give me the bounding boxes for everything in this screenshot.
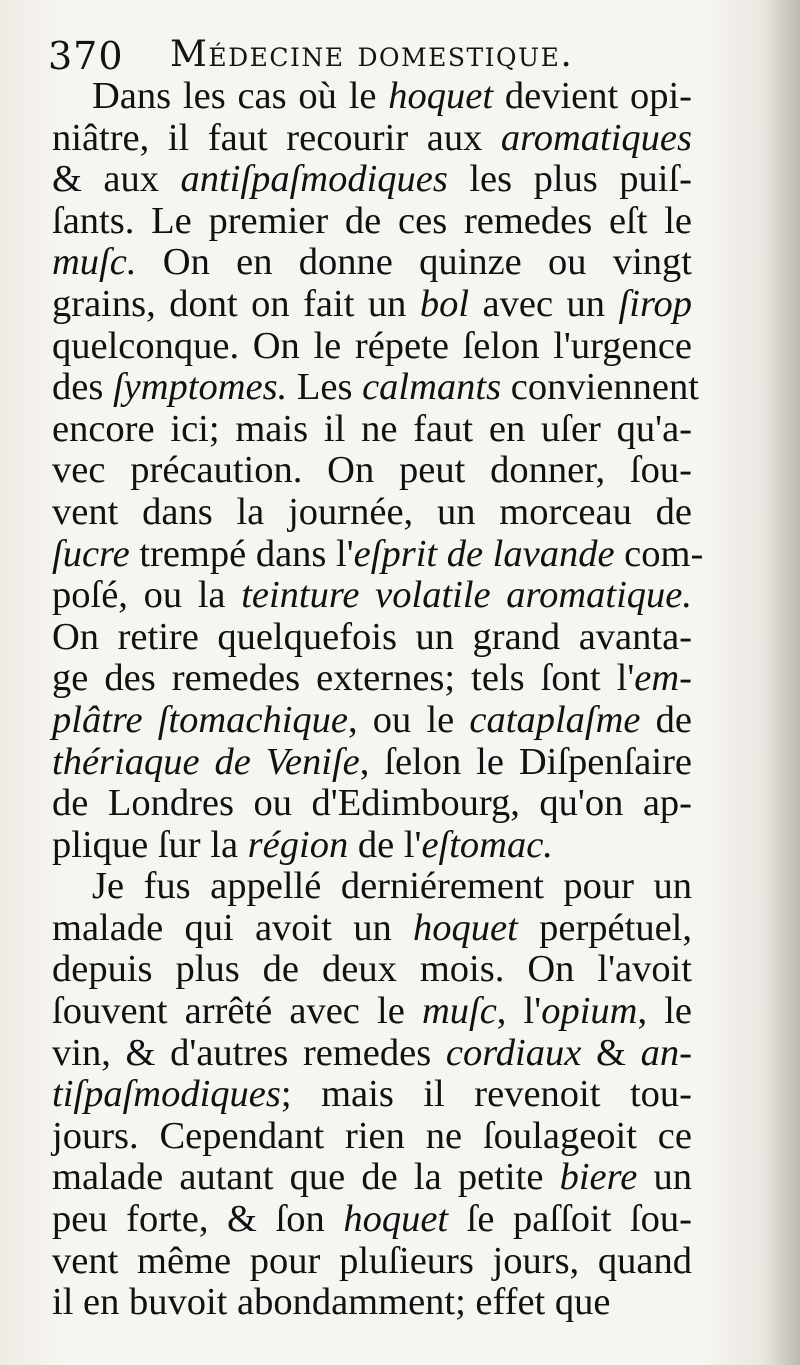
text-run: vec précaution. On peut donner, ſou- — [52, 449, 692, 492]
text-run: des — [52, 366, 113, 409]
text-run: jours. Cependant rien ne ſoulageoit ce — [52, 1114, 692, 1157]
italic-term: eſtomac. — [421, 823, 553, 866]
text-line — [52, 908, 692, 950]
text-line — [52, 1033, 692, 1075]
italic-term: thériaque de Veniſe — [52, 740, 360, 783]
text-run: de Londres ou d'Edimbourg, qu'on ap- — [52, 782, 692, 825]
text-line — [52, 1282, 692, 1324]
italic-term: cordiaux — [445, 1031, 582, 1074]
italic-term: antiſpaſmodiques — [180, 158, 448, 201]
italic-term: ſymptomes. — [112, 366, 288, 409]
text-run: Je fus appellé derniérement pour un — [92, 865, 692, 908]
italic-term: hoquet — [413, 906, 518, 949]
italic-term: muſc. — [52, 241, 137, 284]
text-run: devient opi- — [493, 75, 692, 117]
text-run: grains, dont on fait un — [52, 282, 420, 325]
text-run: , l' — [496, 990, 542, 1033]
text-line — [52, 1199, 692, 1241]
text-run: Les — [287, 366, 363, 409]
italic-term: eſprit de lavande — [353, 532, 615, 575]
running-title: Médecine domestique. — [170, 34, 574, 75]
text-run: ſouvent arrêté avec le — [52, 990, 422, 1033]
text-line — [52, 991, 692, 1033]
text-line — [52, 866, 692, 908]
italic-term: ſirop — [618, 282, 692, 325]
italic-term: aromatiques — [500, 116, 692, 159]
text-line — [52, 575, 692, 617]
text-run: les plus puiſ- — [447, 158, 692, 201]
italic-term: région — [247, 823, 349, 866]
text-run: ; mais il revenoit tou- — [280, 1073, 692, 1116]
text-run: malade qui avoit un — [52, 906, 414, 949]
text-line — [52, 409, 692, 451]
text-run: vent même pour pluſieurs jours, quand — [52, 1239, 692, 1282]
text-line — [52, 825, 692, 867]
text-run: ſants. Le premier de ces remedes eſt le — [52, 199, 692, 242]
text-line — [52, 284, 692, 326]
text-line — [52, 1074, 692, 1116]
italic-term: plâtre ſtomachique — [52, 698, 349, 741]
italic-term: calmants — [362, 366, 502, 409]
italic-term: em- — [634, 657, 692, 700]
text-run: depuis plus de deux mois. On l'avoit — [52, 948, 692, 991]
text-run: ge des remedes externes; tels ſont l' — [52, 657, 635, 700]
text-run: com- — [614, 532, 704, 575]
text-run: encore ici; mais il ne faut en uſer qu'a- — [52, 407, 692, 450]
text-line — [52, 242, 692, 284]
text-line — [52, 742, 692, 784]
text-line — [52, 783, 692, 825]
text-line — [52, 201, 692, 243]
text-run: ſe paſſoit ſou- — [448, 1198, 692, 1241]
spine-shadow — [762, 0, 800, 1365]
text-run: perpétuel, — [517, 906, 692, 949]
page-number: 370 — [48, 34, 124, 78]
text-run: peu forte, & ſon — [52, 1198, 344, 1241]
text-line — [52, 532, 704, 576]
text-line — [52, 366, 699, 409]
text-run: de — [640, 698, 692, 741]
text-run: On retire quelquefois un grand avanta- — [52, 615, 692, 658]
text-run: il en buvoit abondamment; effet que — [52, 1281, 611, 1324]
text-line — [52, 658, 692, 700]
italic-term: muſc — [421, 990, 497, 1033]
italic-term: biere — [559, 1156, 638, 1199]
text-run: , le — [637, 990, 692, 1033]
italic-term: cataplaſme — [469, 698, 641, 741]
text-run: On en donne quinze ou vingt — [136, 241, 692, 284]
text-run: trempé dans l' — [129, 532, 354, 575]
text-run: vent dans la journée, un morceau de — [52, 490, 692, 533]
italic-term: ſucre — [52, 532, 130, 575]
text-line — [52, 1241, 692, 1283]
italic-term: hoquet — [388, 75, 494, 117]
italic-term: bol — [419, 282, 470, 325]
italic-term: tiſpaſmodiques — [52, 1073, 281, 1116]
text-run: quelconque. On le répete ſelon l'urgence — [52, 324, 692, 367]
text-run: malade autant que de la petite — [52, 1156, 560, 1199]
text-line — [52, 1116, 692, 1158]
text-run: de l' — [348, 823, 422, 866]
text-line — [52, 492, 692, 534]
text-line — [52, 76, 692, 118]
text-run: & — [581, 1031, 641, 1074]
italic-term: opium — [541, 990, 638, 1033]
text-line — [52, 700, 692, 742]
text-run: avec un — [469, 282, 619, 325]
italic-term: hoquet — [343, 1198, 449, 1241]
text-line — [52, 118, 692, 160]
text-line — [52, 326, 692, 368]
text-line — [52, 1157, 692, 1199]
text-line — [52, 159, 692, 201]
italic-term: an- — [640, 1031, 692, 1074]
text-run: , ou le — [348, 698, 470, 741]
text-line — [52, 617, 692, 659]
text-line — [52, 949, 692, 991]
text-run: , ſelon le Diſpenſaire — [359, 740, 692, 783]
text-run: niâtre, il faut recourir aux — [52, 116, 501, 159]
body-text — [52, 75, 704, 1324]
italic-term: teinture volatile aromatique. — [241, 574, 693, 617]
text-run: plique ſur la — [52, 823, 248, 866]
text-run: poſé, ou la — [52, 574, 242, 617]
text-line — [52, 450, 692, 492]
text-run: vin, & d'autres remedes — [52, 1031, 446, 1074]
text-run: Dans les cas où le — [92, 75, 389, 117]
text-run: un — [637, 1156, 692, 1199]
text-run: conviennent — [501, 366, 699, 409]
text-run: & aux — [52, 158, 181, 201]
